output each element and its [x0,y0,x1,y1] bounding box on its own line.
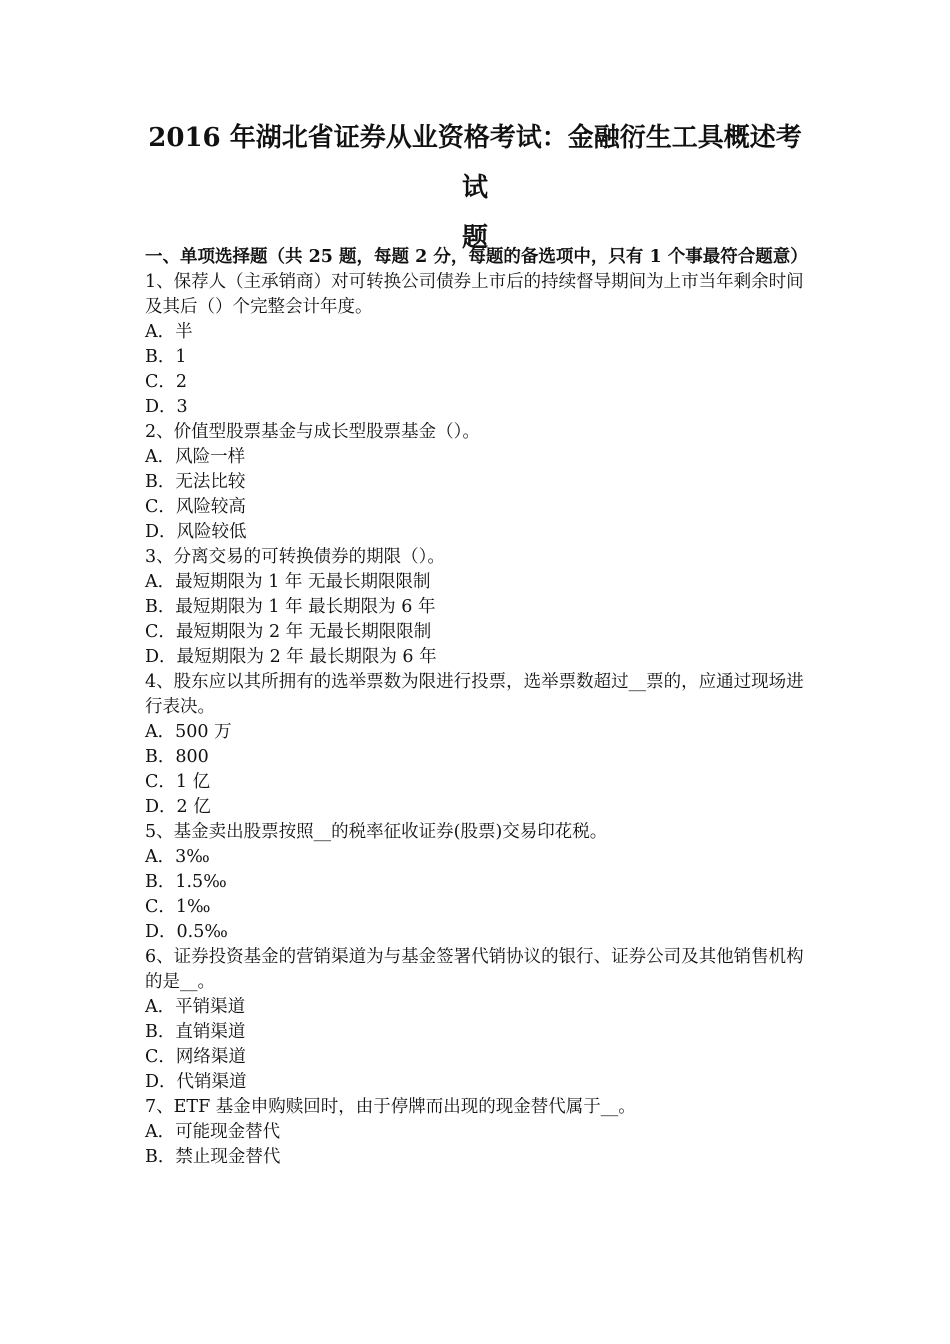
question-2 [145,420,810,545]
option-b: B．无法比较 [145,472,246,492]
option-d: D．代销渠道 [145,1072,247,1092]
option-b: B．800 [145,747,209,767]
option-d: D．2 亿 [145,797,211,817]
option-b: B．禁止现金替代 [145,1147,281,1167]
option-d: D．风险较低 [145,522,247,542]
option-d: D．3 [145,397,188,417]
title-line-1: 2016 年湖北省证券从业资格考试：金融衍生工具概述考试 [148,123,802,203]
option-a: A．平销渠道 [145,997,246,1017]
question-7 [145,1095,810,1170]
question-stem: 4、股东应以其所拥有的选举票数为限进行投票，选举票数超过__票的，应通过现场进行表决。 [145,672,804,717]
section-heading: 一、单项选择题（共 25 题，每题 2 分，每题的备选项中，只有 1 个事最符合题意） [145,247,808,267]
option-a: A．可能现金替代 [145,1122,281,1142]
option-b: B．最短期限为 1 年 最长期限为 6 年 [145,597,436,617]
option-a: A．3‰ [145,847,210,867]
option-c: C．风险较高 [145,497,246,517]
document-title [140,113,810,263]
question-3 [145,545,810,670]
question-stem: 1、保荐人（主承销商）对可转换公司债券上市后的持续督导期间为上市当年剩余时间及其后（）个完整会计年度。 [145,272,804,317]
question-stem: 2、价值型股票基金与成长型股票基金（）。 [145,422,480,442]
question-stem: 5、基金卖出股票按照__的税率征收证券(股票)交易印花税。 [145,822,608,842]
option-a: A．风险一样 [145,447,246,467]
option-a: A．半 [145,322,193,342]
option-c: C．最短期限为 2 年 无最长期限限制 [145,622,432,642]
option-b: B．直销渠道 [145,1022,246,1042]
question-1 [145,270,810,420]
option-c: C．网络渠道 [145,1047,246,1067]
option-c: C．1 亿 [145,772,211,792]
question-5 [145,820,810,945]
document-body [145,245,810,1170]
question-4 [145,670,810,820]
option-c: C．1‰ [145,897,211,917]
option-a: A．500 万 [145,722,232,742]
option-d: D．0.5‰ [145,922,228,942]
title-line-2: 题 [461,223,488,253]
question-stem: 3、分离交易的可转换债券的期限（）。 [145,547,445,567]
question-stem: 6、证券投资基金的营销渠道为与基金签署代销协议的银行、证券公司及其他销售机构的是__。 [145,947,804,992]
option-c: C．2 [145,372,188,392]
option-d: D．最短期限为 2 年 最长期限为 6 年 [145,647,437,667]
option-a: A．最短期限为 1 年 无最长期限限制 [145,572,431,592]
question-6 [145,945,810,1095]
option-b: B．1 [145,347,187,367]
question-stem: 7、ETF 基金申购赎回时，由于停牌而出现的现金替代属于__。 [145,1097,636,1117]
option-b: B．1.5‰ [145,872,227,892]
